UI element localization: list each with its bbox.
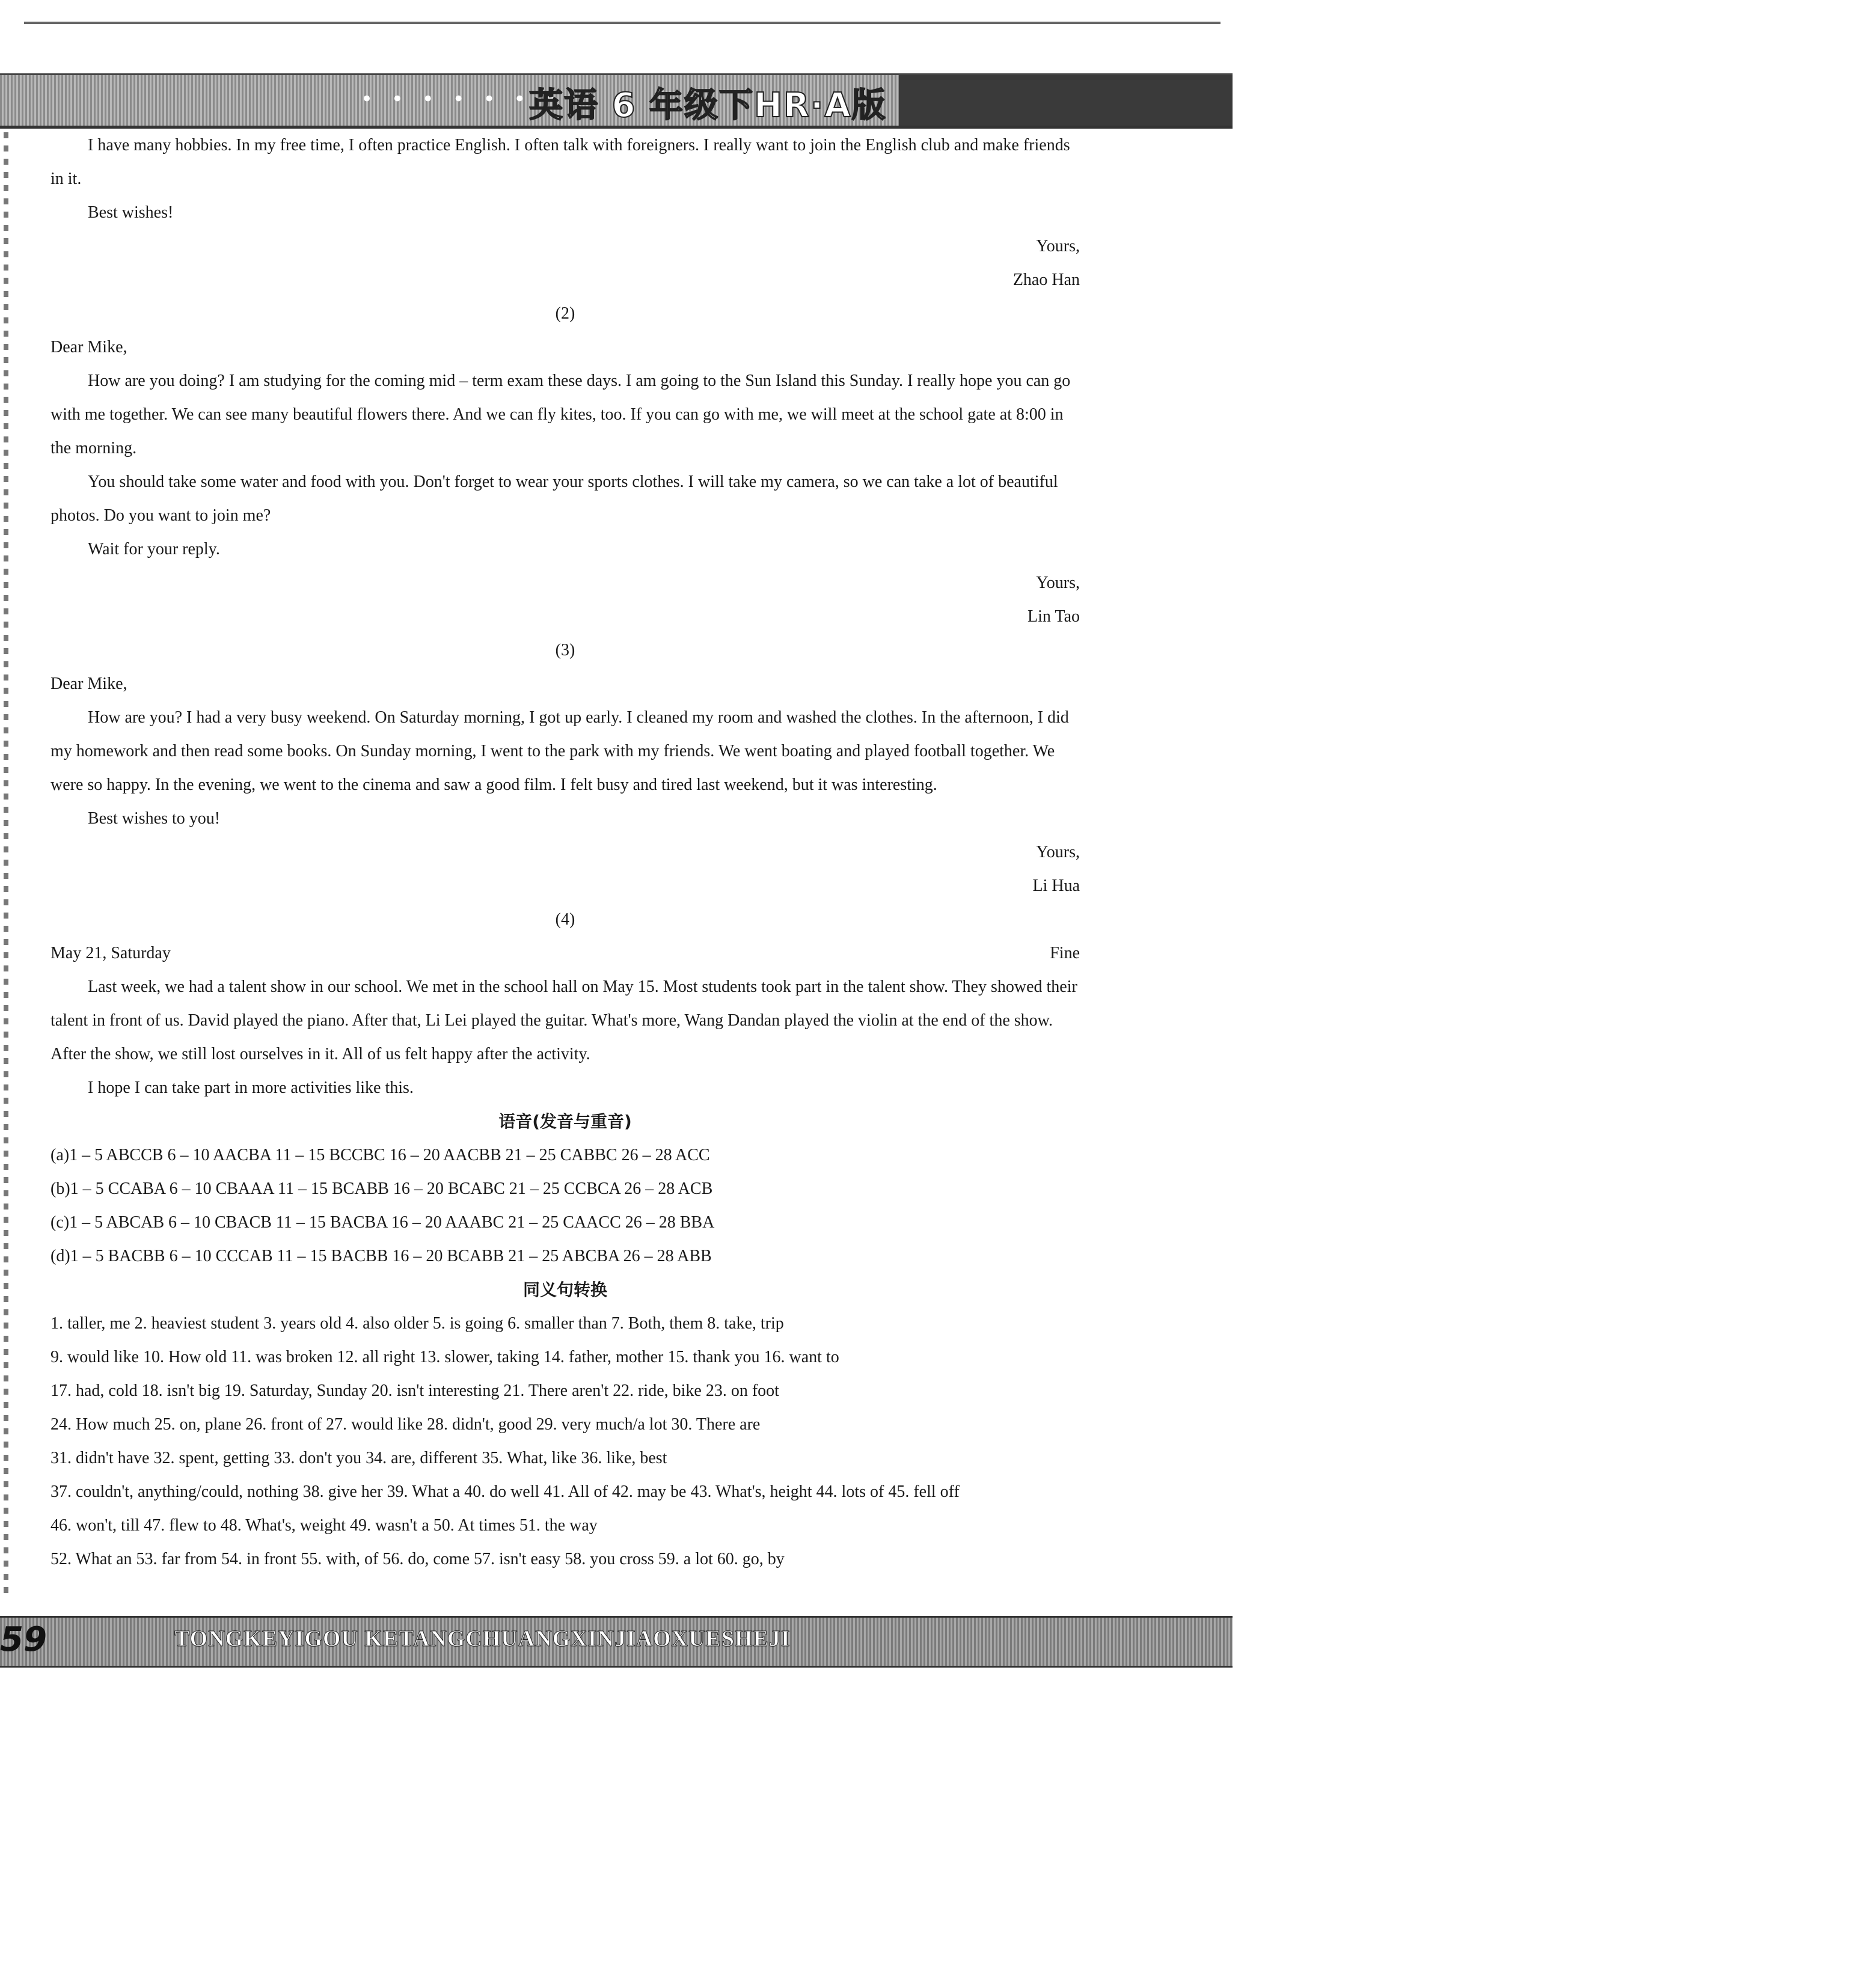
phonetics-answers: [51, 1139, 1080, 1273]
page-content: [51, 129, 1080, 1576]
letter1-body: I have many hobbies. In my free time, I often practice English. I often talk with foreigners. I really want to join the English club and make friends in it.: [51, 136, 1070, 188]
letter1-closing: Best wishes!: [88, 203, 174, 222]
phonetics-heading: 语音(发音与重音): [498, 1112, 632, 1131]
letter2-paragraph-2: You should take some water and food with you. Don't forget to wear your sports clothes. I will take my camera, so we can take a lot of beautiful photos. Do you want to join me?: [51, 473, 1058, 525]
synonyms-row: 24. How much 25. on, plane 26. front of 27. would like 28. didn't, good 29. very much/a lot 30. There are: [51, 1415, 761, 1434]
letter2-yours: Yours,: [1036, 573, 1080, 592]
diary4-dateline: [51, 937, 1080, 970]
synonyms-row: 46. won't, till 47. flew to 48. What's, weight 49. wasn't a 50. At times 51. the way: [51, 1516, 598, 1535]
synonyms-heading: 同义句转换: [522, 1280, 607, 1300]
page-number: 59: [0, 1620, 47, 1659]
letter1-yours: Yours,: [1036, 237, 1080, 255]
diary4-paragraph-2: I hope I can take part in more activities like this.: [88, 1078, 414, 1097]
synonyms-row: 37. couldn't, anything/could, nothing 38. give her 39. What a 40. do well 41. All of 42. may be 43. What's, height 44. lots of 45. fell off: [51, 1482, 960, 1501]
footer-text: TONGKEYIGOU KETANGCHUANGXINJIAOXUESHEJI: [174, 1626, 791, 1651]
synonyms-row: 17. had, cold 18. isn't big 19. Saturday, Sunday 20. isn't interesting 21. There aren't 22. ride, bike 23. on foot: [51, 1381, 779, 1400]
phonetics-row: (a)1 – 5 ABCCB 6 – 10 AACBA 11 – 15 BCCBC 16 – 20 AACBB 21 – 25 CABBC 26 – 28 ACC: [51, 1146, 710, 1164]
binding-stitch: [4, 132, 8, 1599]
header-dots: • • • • • • •: [361, 87, 563, 111]
phonetics-row: (c)1 – 5 ABCAB 6 – 10 CBACB 11 – 15 BACBA 16 – 20 AAABC 21 – 25 CAACC 26 – 28 BBA: [51, 1213, 715, 1232]
phonetics-row: (b)1 – 5 CCABA 6 – 10 CBAAA 11 – 15 BCABB 16 – 20 BCABC 21 – 25 CCBCA 26 – 28 ACB: [51, 1179, 713, 1198]
letter3-closing: Best wishes to you!: [88, 809, 221, 828]
header-title: 英语 6 年级下HR·A版: [529, 86, 887, 125]
synonyms-row: 1. taller, me 2. heaviest student 3. years old 4. also older 5. is going 6. smaller than 7. Both, them 8. take, trip: [51, 1314, 784, 1333]
letter2-signature: Lin Tao: [1028, 607, 1080, 626]
synonyms-row: 31. didn't have 32. spent, getting 33. don't you 34. are, different 35. What, like 36. like, best: [51, 1449, 667, 1467]
top-rule: [24, 22, 1221, 24]
letter2-closing: Wait for your reply.: [88, 540, 220, 558]
letter2-greeting: Dear Mike,: [51, 338, 127, 356]
letter2-paragraph-1: How are you doing? I am studying for the coming mid – term exam these days. I am going to the Sun Island this Sunday. I really hope you can go with me together. We can see many beautiful flowers there. And we can fly kites, too. If you can go with me, we will meet at the school gate at 8:00 in the morning.: [51, 372, 1071, 457]
synonyms-row: 52. What an 53. far from 54. in front 55. with, of 56. do, come 57. isn't easy 58. you cross 59. a lot 60. go, by: [51, 1550, 785, 1568]
letter3-yours: Yours,: [1036, 843, 1080, 861]
phonetics-row: (d)1 – 5 BACBB 6 – 10 CCCAB 11 – 15 BACBB 16 – 20 BCABB 21 – 25 ABCBA 26 – 28 ABB: [51, 1247, 712, 1265]
letter3-signature: Li Hua: [1032, 876, 1080, 895]
diary4-number: (4): [555, 910, 575, 929]
diary4-date: May 21, Saturday: [51, 944, 171, 962]
diary4-weather: Fine: [1050, 944, 1080, 962]
header-subtitle: 精析巧练: [1810, 87, 1853, 263]
letter2-number: (2): [555, 304, 575, 323]
letter1-signature: Zhao Han: [1012, 271, 1080, 289]
diary4-paragraph-1: Last week, we had a talent show in our school. We met in the school hall on May 15. Most students took part in the talent show. They showed their talent in front of us. David played the piano. After that, Li Lei played the guitar. What's more, Wang Dandan played the violin at the end of the show. After the show, we still lost ourselves in it. All of us felt happy after the activity.: [51, 977, 1077, 1063]
letter3-number: (3): [555, 641, 575, 659]
synonyms-answers: [51, 1307, 1080, 1576]
letter3-paragraph-1: How are you? I had a very busy weekend. On Saturday morning, I got up early. I cleaned my room and washed the clothes. In the afternoon, I did my homework and then read some books. On Sunday morning, I went to the park with my friends. We went boating and played football together. We were so happy. In the evening, we went to the cinema and saw a good film. I felt busy and tired last weekend, but it was interesting.: [51, 708, 1069, 794]
letter3-greeting: Dear Mike,: [51, 674, 127, 693]
synonyms-row: 9. would like 10. How old 11. was broken 12. all right 13. slower, taking 14. father, mother 15. thank you 16. want to: [51, 1348, 839, 1366]
